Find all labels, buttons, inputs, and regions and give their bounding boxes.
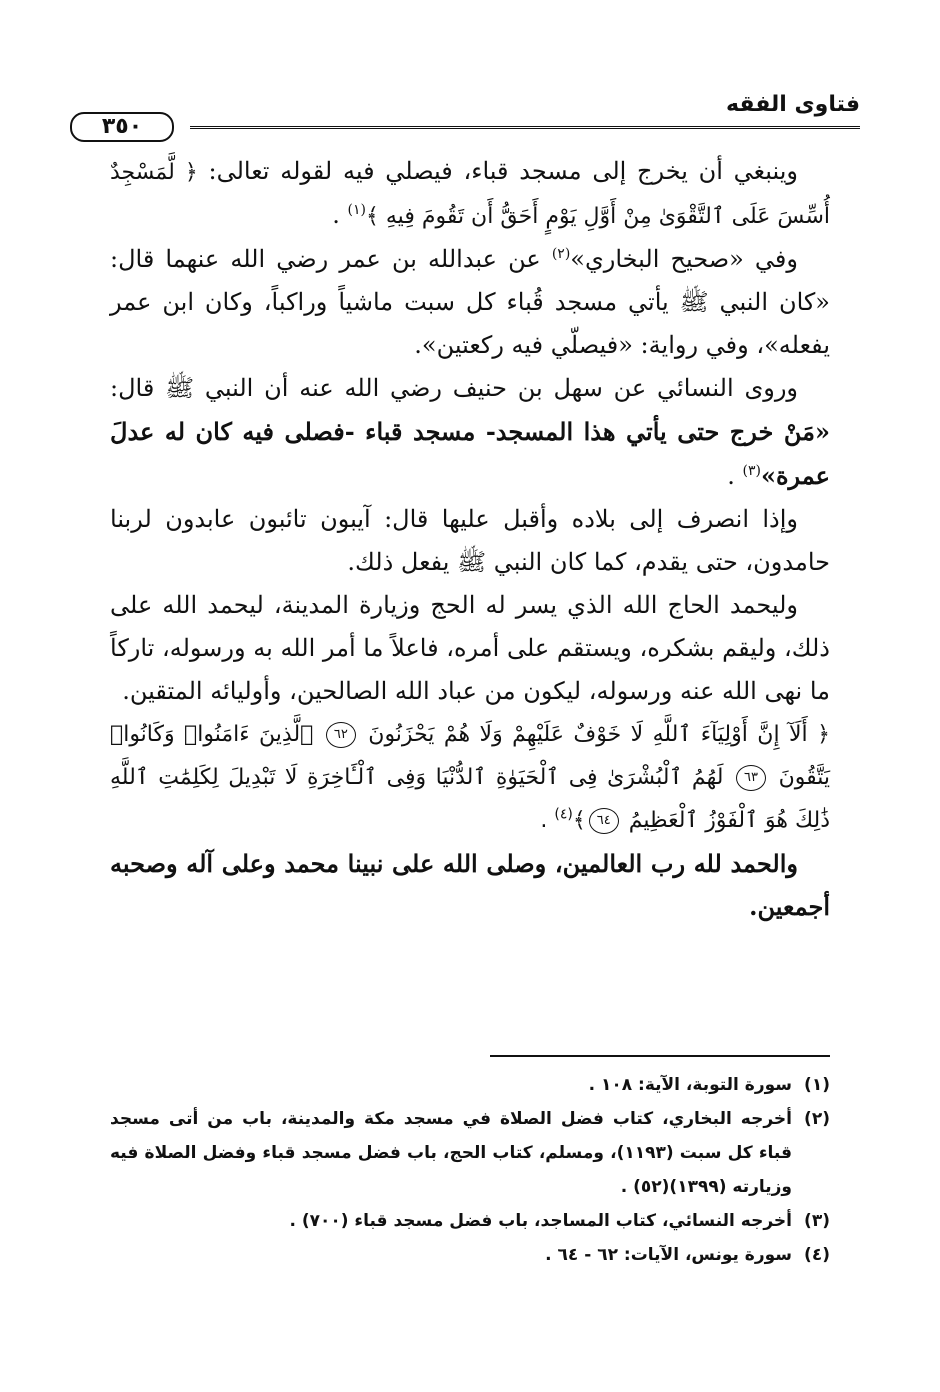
footnote-item bbox=[110, 1102, 830, 1204]
footnotes bbox=[110, 1068, 830, 1272]
paragraph-text: وفي «صحيح البخاري» bbox=[570, 245, 798, 273]
quran-passage bbox=[110, 713, 830, 842]
footnote-number: (٢) bbox=[804, 1109, 830, 1129]
quran-verse: ٱلَّذِينَ ءَامَنُوا۟ وَكَانُوا۟ يَتَّقُونَ bbox=[110, 722, 830, 790]
footnote-separator bbox=[490, 1055, 830, 1057]
header-rule bbox=[190, 126, 860, 129]
footnote-number: (١) bbox=[804, 1075, 830, 1095]
quran-verse: لَهُمُ ٱلْبُشْرَىٰ فِى ٱلْحَيَوٰةِ ٱلدُّنْيَا وَفِى ٱلْـَٔاخِرَةِ لَا تَبْدِيلَ لِكَلِمَٰتِ ٱللَّهِ ذَٰلِكَ هُوَ ٱلْفَوْزُ ٱلْعَظِيمُ bbox=[110, 765, 830, 833]
paragraph-quba-visit bbox=[110, 150, 830, 238]
page-number: ٣٥٠ bbox=[70, 112, 174, 142]
punctuation: . bbox=[727, 462, 743, 490]
quran-bracket: ﴾ bbox=[572, 808, 586, 833]
main-text bbox=[110, 150, 830, 928]
running-title: فتاوى الفقه bbox=[726, 92, 860, 117]
footnote-text: سورة يونس، الآيات: ٦٢ - ٦٤ . bbox=[545, 1245, 792, 1265]
hadith-text: «مَنْ خرج حتى يأتي هذا المسجد- مسجد قباء -فصلى فيه كان له عدلَ عمرة» bbox=[110, 417, 830, 490]
punctuation: . bbox=[540, 808, 555, 833]
footnote-item bbox=[110, 1068, 830, 1102]
footnote-number: (٤) bbox=[804, 1245, 830, 1265]
paragraph-praise bbox=[110, 584, 830, 713]
paragraph-closing bbox=[110, 842, 830, 928]
ayah-number-marker: ٦٣ bbox=[736, 765, 766, 791]
footnote-text: أخرجه النسائي، كتاب المساجد، باب فضل مسجد قباء (٧٠٠) . bbox=[289, 1211, 792, 1231]
ayah-number-marker: ٦٤ bbox=[589, 808, 619, 834]
footnote-ref: (١) bbox=[347, 202, 366, 218]
ayah-number-marker: ٦٢ bbox=[326, 722, 356, 748]
paragraph-text: والحمد لله رب العالمين، وصلى الله على نبينا محمد وعلى آله وصحبه أجمعين. bbox=[110, 849, 830, 921]
footnote-item bbox=[110, 1204, 830, 1238]
paragraph-text: وروى النسائي عن سهل بن حنيف رضي الله عنه أن النبي ﷺ قال: bbox=[110, 374, 798, 402]
footnote-number: (٣) bbox=[804, 1211, 830, 1231]
quran-verse: ﴿ أَلَآ إِنَّ أَوْلِيَآءَ ٱللَّهِ لَا خَوْفٌ عَلَيْهِمْ وَلَا هُمْ يَحْزَنُونَ bbox=[368, 722, 830, 747]
footnote-item bbox=[110, 1238, 830, 1272]
paragraph-return bbox=[110, 498, 830, 584]
footnote-text: سورة التوبة، الآية: ١٠٨ . bbox=[588, 1075, 792, 1095]
paragraph-nasai bbox=[110, 367, 830, 498]
punctuation: . bbox=[332, 201, 348, 229]
footnote-ref: (٣) bbox=[742, 463, 761, 479]
quran-verse: ﴿ لَّمَسْجِدٌ أُسِّسَ عَلَى ٱلتَّقْوَىٰ مِنْ أَوَّلِ يَوْمٍ أَحَقُّ أَن تَقُومَ فِيهِ ﴾ bbox=[110, 160, 830, 229]
paragraph-text: وإذا انصرف إلى بلاده وأقبل عليها قال: آيبون تائبون عابدون لربنا حامدون، حتى يقدم، كما كان النبي ﷺ يفعل ذلك. bbox=[110, 505, 830, 576]
paragraph-bukhari bbox=[110, 238, 830, 367]
page-header bbox=[70, 88, 860, 148]
paragraph-text: عن عبدالله بن عمر رضي الله عنهما قال: «كان النبي ﷺ يأتي مسجد قُباء كل سبت ماشياً وراكباً، وكان ابن عمر يفعله»، وفي رواية: «فيصلّي فيه ركعتين». bbox=[110, 245, 830, 359]
paragraph-text: وليحمد الحاج الله الذي يسر له الحج وزيارة المدينة، ليحمد الله على ذلك، وليقم بشكره، ويستقم على أمره، فاعلاً ما أمر الله به ورسوله، تاركاً ما نهى الله عنه ورسوله، ليكون من عباد الله الصالحين، وأوليائه المتقين. bbox=[110, 591, 830, 705]
footnote-ref: (٤) bbox=[554, 806, 573, 823]
paragraph-text: وينبغي أن يخرج إلى مسجد قباء، فيصلي فيه لقوله تعالى: bbox=[208, 157, 799, 185]
footnote-text: أخرجه البخاري، كتاب فضل الصلاة في مسجد مكة والمدينة، باب من أتى مسجد قباء كل سبت (١١٩٣)، ومسلم، كتاب الحج، باب فضل مسجد قباء وفضل الصلاة فيه وزيارته (١٣٩٩)(٥٢) . bbox=[110, 1109, 792, 1197]
footnote-ref: (٢) bbox=[551, 246, 571, 262]
